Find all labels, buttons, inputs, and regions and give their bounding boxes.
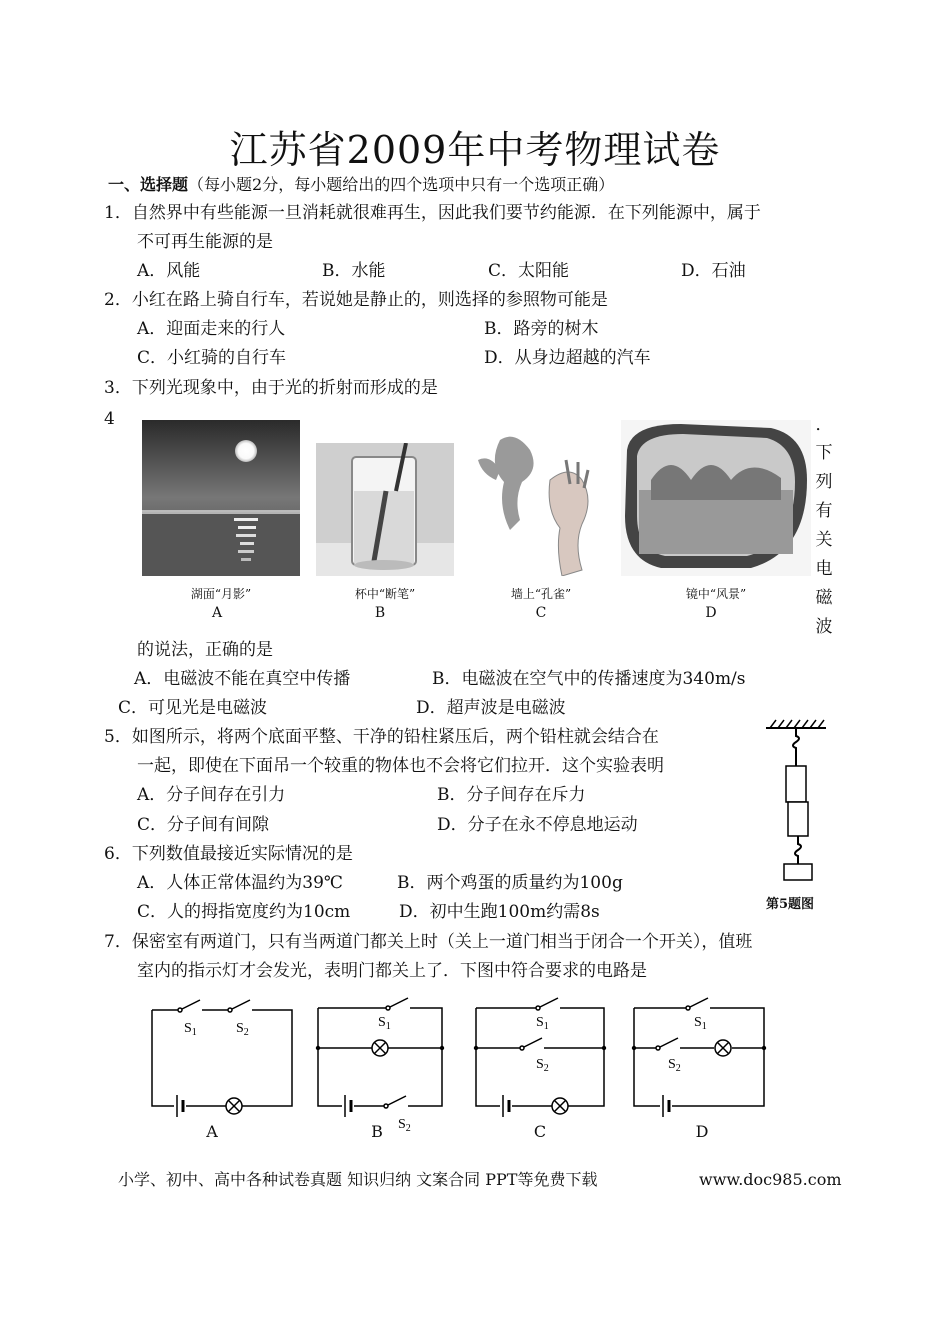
photo-glass-pencil [316, 443, 454, 576]
c-s2-label: $S_2$ [536, 1057, 549, 1074]
photo-letter-b: B [374, 605, 386, 621]
photo-car-mirror [621, 420, 811, 576]
photo-letter-d: D [705, 605, 717, 621]
d-s1-label: $S_1$ [694, 1015, 707, 1032]
q4-dot: ． [815, 415, 833, 435]
q5-stem-line2: 一起，即使在下面吊一个较重的物体也不会将它们拉开．这个实验表明 [137, 756, 664, 776]
section-title: 一、选择题 [108, 175, 189, 194]
q1-option-a: A．风能 [137, 261, 201, 281]
caption-d: 镜中“风景” [685, 587, 747, 601]
q1-option-c: C．太阳能 [488, 261, 570, 281]
c-s1-label: $S_1$ [536, 1015, 549, 1032]
circuit-a [152, 1010, 292, 1106]
photo-letter-c: C [535, 605, 547, 621]
q1-stem-line2: 不可再生能源的是 [137, 232, 273, 252]
q1-stem-line1: 1．自然界中有些能源一旦消耗就很难再生，因此我们要节约能源．在下列能源中，属于 [104, 203, 761, 223]
caption-b: 杯中“断笔” [354, 587, 416, 601]
q4-vchar: 有 [815, 501, 833, 521]
q4-number: 4 [104, 409, 115, 429]
page-title: 江苏省2009年中考物理试卷 [229, 128, 721, 172]
section-note: （每小题2分，每小题给出的四个选项中只有一个选项正确） [188, 175, 615, 194]
q5-option-d: D．分子在永不停息地运动 [437, 815, 638, 835]
d-s2-label: $S_2$ [668, 1057, 681, 1074]
circuit-letter-c: C [533, 1122, 547, 1141]
footer-link[interactable]: www.doc985.com [699, 1170, 842, 1189]
section-heading [108, 175, 614, 195]
circuit-letter-b: B [371, 1122, 383, 1141]
q6-option-b: B．两个鸡蛋的质量约为100g [397, 873, 623, 893]
q5-stem-line1: 5．如图所示，将两个底面平整、干净的铅柱紧压后，两个铅柱就会结合在 [104, 727, 659, 747]
q2-option-a: A．迎面走来的行人 [137, 319, 286, 339]
circuit-diagrams [140, 992, 780, 1142]
a-s1-label: $S_1$ [184, 1021, 197, 1038]
q4-stem-cont: 的说法，正确的是 [137, 640, 273, 660]
q5-option-c: C．分子间有间隙 [137, 815, 270, 835]
q1-option-d: D．石油 [681, 261, 746, 281]
q5-option-a: A．分子间存在引力 [137, 785, 286, 805]
q4-option-a: A．电磁波不能在真空中传播 [134, 669, 351, 689]
q5-option-b: B．分子间存在斥力 [437, 785, 586, 805]
q4-vchar: 列 [815, 472, 833, 492]
footer-text: 小学、初中、高中各种试卷真题 知识归纳 文案合同 PPT等免费下载 [118, 1170, 598, 1189]
q7-stem-line2: 室内的指示灯才会发光，表明门都关上了．下图中符合要求的电路是 [137, 961, 647, 981]
q4-vchar: 电 [815, 559, 833, 579]
q1-option-b: B．水能 [322, 261, 386, 281]
photo-lake-moon [142, 420, 300, 576]
q2-stem: 2．小红在路上骑自行车，若说她是静止的，则选择的参照物可能是 [104, 290, 608, 310]
b-s2-label: $S_2$ [398, 1117, 411, 1134]
q4-vchar: 波 [815, 617, 833, 637]
q6-option-a: A．人体正常体温约为39℃ [137, 873, 343, 893]
q4-option-d: D．超声波是电磁波 [416, 698, 566, 718]
circuit-letter-d: D [695, 1122, 709, 1141]
q6-option-c: C．人的拇指宽度约为10cm [137, 902, 351, 922]
q4-option-b: B．电磁波在空气中的传播速度为340m/s [432, 669, 746, 689]
lead-cylinder-figure [764, 718, 830, 890]
q6-stem: 6．下列数值最接近实际情况的是 [104, 844, 353, 864]
caption-c: 墙上“孔雀” [510, 587, 572, 601]
q6-option-d: D．初中生跑100m约需8s [399, 902, 600, 922]
b-s1-label: $S_1$ [378, 1015, 391, 1032]
photo-hand-shadow [470, 420, 612, 576]
q2-option-b: B．路旁的树木 [484, 319, 599, 339]
q4-vchar: 磁 [815, 588, 833, 608]
photo-letter-a: A [211, 605, 223, 621]
q4-option-c: C．可见光是电磁波 [118, 698, 268, 718]
q2-option-d: D．从身边超越的汽车 [484, 348, 651, 368]
a-s2-label: $S_2$ [236, 1021, 249, 1038]
q5-fig-caption: 第5题图 [766, 897, 815, 912]
q2-option-c: C．小红骑的自行车 [137, 348, 287, 368]
circuit-letter-a: A [206, 1122, 218, 1141]
caption-a: 湖面“月影” [190, 587, 252, 601]
q3-stem: 3．下列光现象中，由于光的折射而形成的是 [104, 378, 438, 398]
q7-stem-line1: 7．保密室有两道门，只有当两道门都关上时（关上一道门相当于闭合一个开关），值班 [104, 932, 753, 952]
q4-vchar: 下 [815, 443, 833, 463]
q4-vchar: 关 [815, 530, 833, 550]
